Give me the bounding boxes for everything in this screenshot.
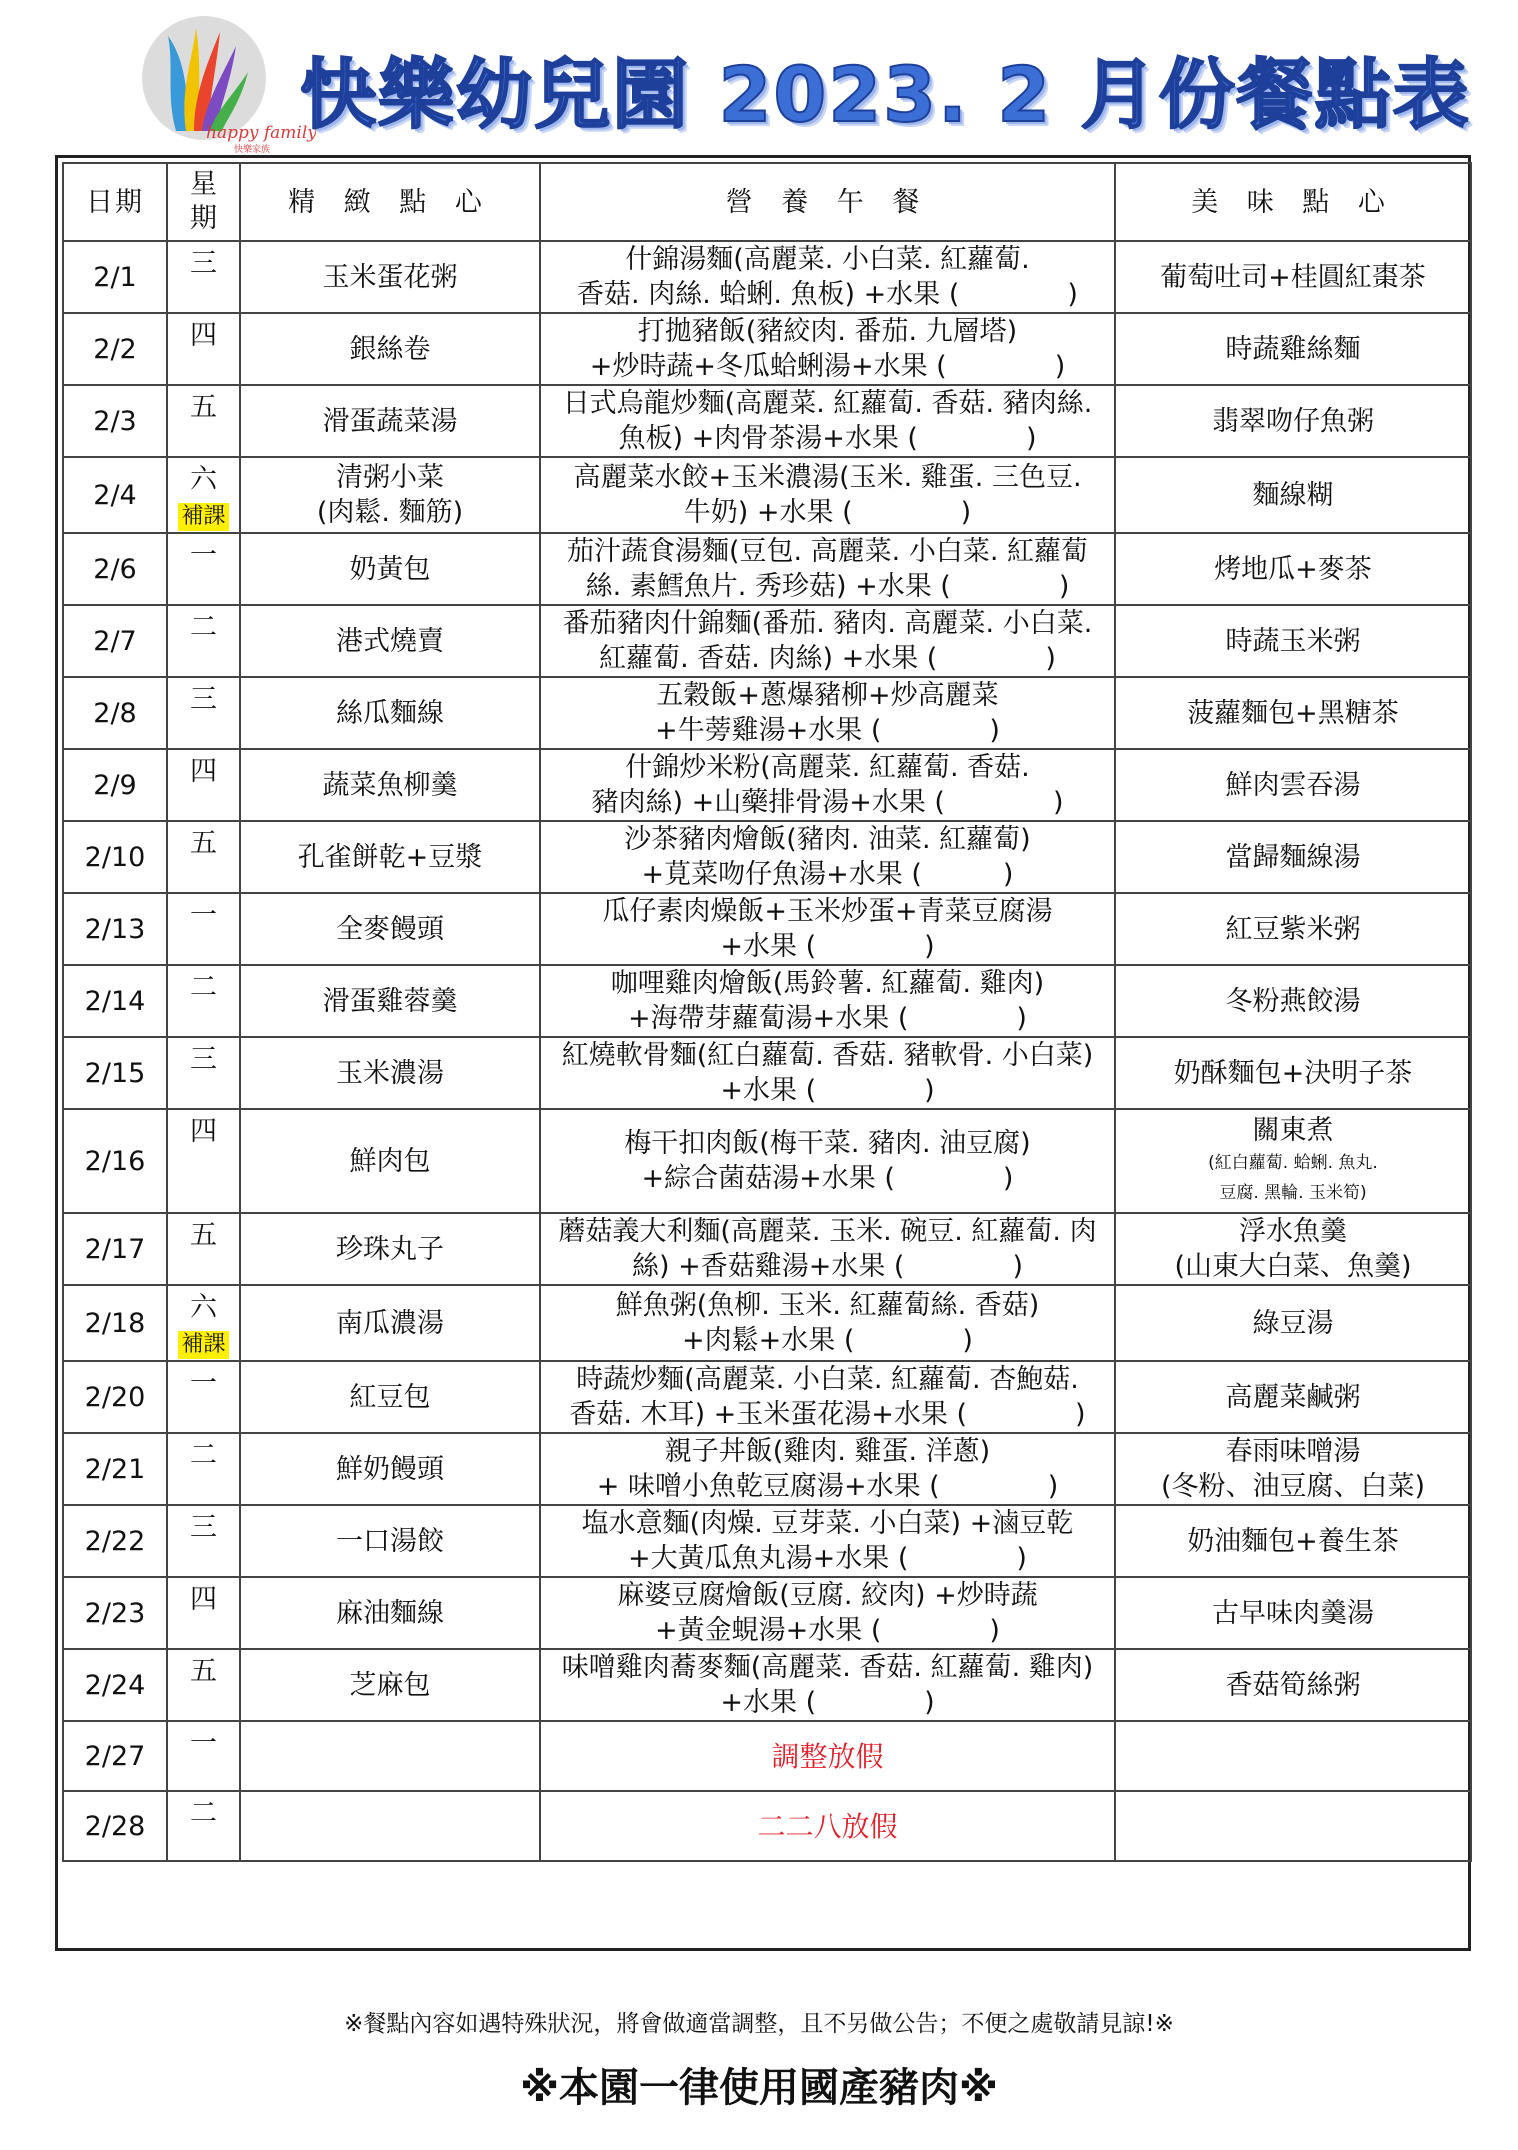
weekday-cell xyxy=(167,1721,240,1791)
date-cell: 2/23 xyxy=(63,1577,167,1649)
date-cell: 2/17 xyxy=(63,1213,167,1285)
lunch-cell xyxy=(540,1285,1115,1361)
table-row xyxy=(63,677,1471,749)
menu-table xyxy=(62,162,1472,1862)
weekday-cell xyxy=(167,821,240,893)
morning-snack-cell xyxy=(240,385,540,457)
cell-line: 絲瓜麵線 xyxy=(336,697,444,729)
weekday-cell xyxy=(167,1577,240,1649)
lunch-line: +黃金蜆湯+水果 ( ) xyxy=(655,1615,1000,1646)
lunch-line: 塩水意麵(肉燥. 豆芽菜. 小白菜) +滷豆乾 xyxy=(581,1508,1074,1539)
date-cell: 2/13 xyxy=(63,893,167,965)
lunch-line: 打拋豬飯(豬絞肉. 番茄. 九層塔) xyxy=(637,316,1018,347)
cell-line: 滑蛋雞蓉羹 xyxy=(322,985,458,1017)
lunch-cell xyxy=(540,241,1115,313)
cell-line: 珍珠丸子 xyxy=(336,1233,444,1265)
afternoon-snack-cell xyxy=(1115,965,1471,1037)
cell-line: 紅豆紫米粥 xyxy=(1225,913,1361,945)
header-weekday xyxy=(167,163,240,241)
cell-line: 南瓜濃湯 xyxy=(336,1307,444,1339)
weekday-cell xyxy=(167,533,240,605)
afternoon-snack-detail: 豆腐. 黑輪. 玉米筍) xyxy=(1219,1183,1367,1203)
date-cell: 2/8 xyxy=(63,677,167,749)
date-cell: 2/1 xyxy=(63,241,167,313)
lunch-line: 魚板) +肉骨茶湯+水果 ( ) xyxy=(618,423,1037,454)
lunch-cell xyxy=(540,749,1115,821)
lunch-cell xyxy=(540,313,1115,385)
cell-line: 麵線糊 xyxy=(1252,479,1334,511)
cell-line: 時蔬玉米粥 xyxy=(1225,625,1361,657)
table-row xyxy=(63,313,1471,385)
table-header-row xyxy=(63,163,1471,241)
cell-line: 烤地瓜+麥茶 xyxy=(1214,553,1372,585)
cell-line: 時蔬雞絲麵 xyxy=(1225,333,1361,365)
date-cell: 2/16 xyxy=(63,1109,167,1213)
date-cell: 2/20 xyxy=(63,1361,167,1433)
table-row xyxy=(63,385,1471,457)
menu-sheet xyxy=(55,155,1471,1951)
weekday-cell xyxy=(167,1361,240,1433)
cell-line: 清粥小菜 xyxy=(336,462,444,493)
weekday-text: 三 xyxy=(190,1512,217,1543)
table-row xyxy=(63,1505,1471,1577)
cell-line: (肉鬆. 麵筋) xyxy=(316,497,464,528)
date-cell: 2/3 xyxy=(63,385,167,457)
lunch-cell xyxy=(540,1213,1115,1285)
weekday-text: 三 xyxy=(190,1044,217,1075)
lunch-line: 紅蘿蔔. 香菇. 肉絲) +水果 ( ) xyxy=(599,643,1056,674)
cell-line: (冬粉、油豆腐、白菜) xyxy=(1160,1471,1426,1502)
footer-note: ※餐點內容如遇特殊狀況，將會做適當調整，且不另做公告；不便之處敬請見諒!※ xyxy=(344,2011,1174,2037)
cell-line: 銀絲卷 xyxy=(349,333,431,365)
lunch-cell xyxy=(540,1109,1115,1213)
cell-line: 綠豆湯 xyxy=(1252,1307,1334,1339)
date-cell: 2/6 xyxy=(63,533,167,605)
cell-line: 全麥饅頭 xyxy=(336,913,444,945)
weekday-cell xyxy=(167,605,240,677)
cell-line: 奶黃包 xyxy=(349,553,431,585)
cell-line: 古早味肉羹湯 xyxy=(1212,1597,1374,1629)
weekday-text: 四 xyxy=(190,756,217,787)
lunch-line: 香菇. 木耳) +玉米蛋花湯+水果 ( ) xyxy=(569,1399,1086,1430)
lunch-line: 時蔬炒麵(高麗菜. 小白菜. 紅蘿蔔. 杏鮑菇. xyxy=(576,1364,1079,1395)
lunch-cell xyxy=(540,533,1115,605)
header-weekday-text: 星期 xyxy=(190,169,217,234)
cell-line: 冬粉燕餃湯 xyxy=(1225,985,1361,1017)
table-row xyxy=(63,533,1471,605)
lunch-cell xyxy=(540,677,1115,749)
afternoon-snack-cell xyxy=(1115,605,1471,677)
lunch-cell xyxy=(540,1721,1115,1791)
pork-note: ※本園一律使用國產豬肉※ xyxy=(520,2065,998,2111)
holiday-label: 二二八放假 xyxy=(757,1809,898,1843)
cell-line: 鮮肉雲吞湯 xyxy=(1225,769,1361,801)
date-cell: 2/15 xyxy=(63,1037,167,1109)
cell-line: 玉米濃湯 xyxy=(336,1057,444,1089)
weekday-cell xyxy=(167,893,240,965)
weekday-text: 六 xyxy=(190,1292,217,1323)
lunch-line: 絲. 素鱈魚片. 秀珍菇) +水果 ( ) xyxy=(585,571,1070,602)
weekday-text: 一 xyxy=(190,1728,217,1759)
table-row xyxy=(63,1791,1471,1861)
lunch-line: 茄汁蔬食湯麵(豆包. 高麗菜. 小白菜. 紅蘿蔔 xyxy=(566,536,1089,567)
afternoon-snack-cell xyxy=(1115,1213,1471,1285)
cell-line: 港式燒賣 xyxy=(336,625,444,657)
afternoon-snack-detail: (紅白蘿蔔. 蛤蜊. 魚丸. xyxy=(1208,1153,1378,1173)
date-cell: 2/9 xyxy=(63,749,167,821)
table-row xyxy=(63,893,1471,965)
morning-snack-cell xyxy=(240,457,540,533)
table-row xyxy=(63,1109,1471,1213)
cell-line: 當歸麵線湯 xyxy=(1225,841,1361,873)
school-logo xyxy=(136,16,316,154)
weekday-cell xyxy=(167,1791,240,1861)
date-cell: 2/21 xyxy=(63,1433,167,1505)
lunch-line: 番茄豬肉什錦麵(番茄. 豬肉. 高麗菜. 小白菜. xyxy=(562,608,1093,639)
cell-line: 葡萄吐司+桂圓紅棗茶 xyxy=(1160,261,1426,293)
weekday-cell xyxy=(167,385,240,457)
morning-snack-cell xyxy=(240,965,540,1037)
date-cell: 2/10 xyxy=(63,821,167,893)
lunch-line: 麻婆豆腐燴飯(豆腐. 絞肉) +炒時蔬 xyxy=(617,1580,1038,1611)
lunch-cell xyxy=(540,457,1115,533)
lunch-line: +水果 ( ) xyxy=(720,931,935,962)
menu-table-body xyxy=(63,241,1471,1861)
logo-text: happy family xyxy=(206,123,316,143)
lunch-line: +炒時蔬+冬瓜蛤蜊湯+水果 ( ) xyxy=(589,351,1066,382)
morning-snack-cell xyxy=(240,1721,540,1791)
weekday-text: 二 xyxy=(190,1440,217,1471)
weekday-text: 五 xyxy=(190,1220,217,1251)
lunch-cell xyxy=(540,1649,1115,1721)
lunch-cell xyxy=(540,1037,1115,1109)
morning-snack-cell xyxy=(240,677,540,749)
lunch-line: +莧菜吻仔魚湯+水果 ( ) xyxy=(641,859,1014,890)
cell-line: 奶油麵包+養生茶 xyxy=(1187,1525,1399,1557)
morning-snack-cell xyxy=(240,1285,540,1361)
afternoon-snack-cell xyxy=(1115,457,1471,533)
morning-snack-cell xyxy=(240,1361,540,1433)
afternoon-snack-cell xyxy=(1115,677,1471,749)
cell-line: 鮮奶饅頭 xyxy=(336,1453,444,1485)
afternoon-snack-cell xyxy=(1115,533,1471,605)
lunch-cell xyxy=(540,605,1115,677)
weekday-text: 一 xyxy=(190,900,217,931)
lunch-cell xyxy=(540,821,1115,893)
lunch-line: +牛蒡雞湯+水果 ( ) xyxy=(655,715,1000,746)
table-row xyxy=(63,1577,1471,1649)
cell-line: 浮水魚羹 xyxy=(1239,1216,1347,1247)
weekday-text: 五 xyxy=(190,392,217,423)
cell-line: 一口湯餃 xyxy=(336,1525,444,1557)
lunch-line: 鮮魚粥(魚柳. 玉米. 紅蘿蔔絲. 香菇) xyxy=(615,1290,1040,1321)
table-row xyxy=(63,1361,1471,1433)
afternoon-snack-cell xyxy=(1115,1285,1471,1361)
table-row xyxy=(63,821,1471,893)
weekday-cell xyxy=(167,1505,240,1577)
header-lunch: 營 養 午 餐 xyxy=(540,163,1115,241)
table-row xyxy=(63,1213,1471,1285)
lunch-line: 紅燒軟骨麵(紅白蘿蔔. 香菇. 豬軟骨. 小白菜) xyxy=(561,1040,1094,1071)
lunch-cell xyxy=(540,1433,1115,1505)
lunch-line: 牛奶) +水果 ( ) xyxy=(683,497,972,528)
cell-line: 滑蛋蔬菜湯 xyxy=(322,405,458,437)
lunch-line: 絲) +香菇雞湯+水果 ( ) xyxy=(631,1251,1023,1282)
table-row xyxy=(63,457,1471,533)
weekday-text: 一 xyxy=(190,1368,217,1399)
lunch-line: +大黃瓜魚丸湯+水果 ( ) xyxy=(628,1543,1027,1574)
lunch-line: 什錦湯麵(高麗菜. 小白菜. 紅蘿蔔. xyxy=(625,244,1030,275)
afternoon-snack-cell xyxy=(1115,1037,1471,1109)
morning-snack-cell xyxy=(240,313,540,385)
afternoon-snack-cell xyxy=(1115,1361,1471,1433)
lunch-cell xyxy=(540,385,1115,457)
lunch-cell xyxy=(540,1791,1115,1861)
weekday-text: 六 xyxy=(190,464,217,495)
lunch-line: +海帶芽蘿蔔湯+水果 ( ) xyxy=(628,1003,1027,1034)
makeup-class-badge: 補課 xyxy=(178,503,228,531)
lunch-line: 咖哩雞肉燴飯(馬鈴薯. 紅蘿蔔. 雞肉) xyxy=(610,968,1045,999)
lunch-line: 沙茶豬肉燴飯(豬肉. 油菜. 紅蘿蔔) xyxy=(624,824,1031,855)
lunch-cell xyxy=(540,965,1115,1037)
date-cell: 2/22 xyxy=(63,1505,167,1577)
weekday-text: 二 xyxy=(190,1798,217,1829)
weekday-cell xyxy=(167,965,240,1037)
weekday-cell xyxy=(167,457,240,533)
weekday-text: 三 xyxy=(190,684,217,715)
cell-line: 孔雀餅乾+豆漿 xyxy=(297,841,483,873)
weekday-cell xyxy=(167,1213,240,1285)
lunch-line: +水果 ( ) xyxy=(720,1075,935,1106)
date-cell: 2/4 xyxy=(63,457,167,533)
afternoon-snack-cell xyxy=(1115,1109,1471,1213)
cell-line: 芝麻包 xyxy=(349,1669,431,1701)
weekday-text: 一 xyxy=(190,540,217,571)
weekday-text: 二 xyxy=(190,972,217,1003)
morning-snack-cell xyxy=(240,749,540,821)
weekday-cell xyxy=(167,1649,240,1721)
date-cell: 2/14 xyxy=(63,965,167,1037)
morning-snack-cell xyxy=(240,1433,540,1505)
weekday-cell xyxy=(167,1433,240,1505)
date-cell: 2/27 xyxy=(63,1721,167,1791)
lunch-line: +肉鬆+水果 ( ) xyxy=(682,1325,973,1356)
afternoon-snack-cell xyxy=(1115,313,1471,385)
weekday-cell xyxy=(167,1037,240,1109)
cell-line: 蔬菜魚柳羹 xyxy=(322,769,458,801)
morning-snack-cell xyxy=(240,1213,540,1285)
cell-line: 春雨味噌湯 xyxy=(1225,1436,1361,1467)
morning-snack-cell xyxy=(240,241,540,313)
header-morning-snack: 精 緻 點 心 xyxy=(240,163,540,241)
cell-line: 紅豆包 xyxy=(349,1381,431,1413)
weekday-text: 三 xyxy=(190,248,217,279)
table-row xyxy=(63,605,1471,677)
lunch-line: 豬肉絲) +山藥排骨湯+水果 ( ) xyxy=(591,787,1064,818)
cell-line: 麻油麵線 xyxy=(336,1597,444,1629)
cell-line: (山東大白菜、魚羹) xyxy=(1174,1251,1412,1282)
weekday-cell xyxy=(167,1109,240,1213)
cell-line: 鮮肉包 xyxy=(349,1145,431,1177)
morning-snack-cell xyxy=(240,1577,540,1649)
afternoon-snack-cell xyxy=(1115,893,1471,965)
lunch-cell xyxy=(540,893,1115,965)
table-row xyxy=(63,965,1471,1037)
morning-snack-cell xyxy=(240,821,540,893)
holiday-label: 調整放假 xyxy=(771,1739,884,1773)
afternoon-snack-cell xyxy=(1115,1505,1471,1577)
afternoon-snack-cell xyxy=(1115,749,1471,821)
afternoon-snack-cell xyxy=(1115,1721,1471,1791)
date-cell: 2/18 xyxy=(63,1285,167,1361)
date-cell: 2/7 xyxy=(63,605,167,677)
weekday-cell xyxy=(167,241,240,313)
morning-snack-cell xyxy=(240,533,540,605)
afternoon-snack-title: 關東煮 xyxy=(1252,1115,1334,1146)
weekday-cell xyxy=(167,749,240,821)
afternoon-snack-cell xyxy=(1115,385,1471,457)
table-row xyxy=(63,1037,1471,1109)
morning-snack-cell xyxy=(240,605,540,677)
lunch-line: 香菇. 肉絲. 蛤蜊. 魚板) +水果 ( ) xyxy=(577,279,1078,310)
header-date: 日期 xyxy=(63,163,167,241)
weekday-cell xyxy=(167,677,240,749)
table-row xyxy=(63,1649,1471,1721)
lunch-line: 蘑菇義大利麵(高麗菜. 玉米. 碗豆. 紅蘿蔔. 肉 xyxy=(558,1216,1097,1247)
lunch-cell xyxy=(540,1505,1115,1577)
weekday-text: 四 xyxy=(190,1116,217,1147)
morning-snack-cell xyxy=(240,1505,540,1577)
header-afternoon-snack: 美 味 點 心 xyxy=(1115,163,1471,241)
table-row xyxy=(63,749,1471,821)
lunch-line: 五穀飯+蔥爆豬柳+炒高麗菜 xyxy=(656,680,999,711)
morning-snack-cell xyxy=(240,893,540,965)
page-title: 快樂幼兒園 2023. 2 月份餐點表 xyxy=(300,50,1471,139)
makeup-class-badge: 補課 xyxy=(178,1331,228,1359)
weekday-cell xyxy=(167,313,240,385)
morning-snack-cell xyxy=(240,1649,540,1721)
lunch-line: + 味噌小魚乾豆腐湯+水果 ( ) xyxy=(596,1471,1059,1502)
logo-subtext: 快樂家族 xyxy=(234,145,271,154)
cell-line: 奶酥麵包+決明子茶 xyxy=(1173,1057,1413,1089)
morning-snack-cell xyxy=(240,1109,540,1213)
afternoon-snack-cell xyxy=(1115,1577,1471,1649)
cell-line: 玉米蛋花粥 xyxy=(322,261,458,293)
table-row xyxy=(63,1721,1471,1791)
date-cell: 2/24 xyxy=(63,1649,167,1721)
lunch-line: 親子丼飯(雞肉. 雞蛋. 洋蔥) xyxy=(664,1436,991,1467)
date-cell: 2/28 xyxy=(63,1791,167,1861)
weekday-text: 五 xyxy=(190,1656,217,1687)
lunch-line: 瓜仔素肉燥飯+玉米炒蛋+青菜豆腐湯 xyxy=(602,896,1053,927)
cell-line: 香菇筍絲粥 xyxy=(1225,1669,1361,1701)
cell-line: 翡翠吻仔魚粥 xyxy=(1212,405,1374,437)
afternoon-snack-cell xyxy=(1115,821,1471,893)
lunch-line: 什錦炒米粉(高麗菜. 紅蘿蔔. 香菇. xyxy=(625,752,1030,783)
lunch-line: 味噌雞肉蕎麥麵(高麗菜. 香菇. 紅蘿蔔. 雞肉) xyxy=(561,1652,1094,1683)
weekday-text: 五 xyxy=(190,828,217,859)
lunch-line: +水果 ( ) xyxy=(720,1687,935,1718)
weekday-cell xyxy=(167,1285,240,1361)
afternoon-snack-cell xyxy=(1115,1649,1471,1721)
morning-snack-cell xyxy=(240,1037,540,1109)
morning-snack-cell xyxy=(240,1791,540,1861)
lunch-cell xyxy=(540,1577,1115,1649)
weekday-text: 四 xyxy=(190,320,217,351)
weekday-text: 四 xyxy=(190,1584,217,1615)
lunch-line: 高麗菜水餃+玉米濃湯(玉米. 雞蛋. 三色豆. xyxy=(573,462,1082,493)
table-row xyxy=(63,241,1471,313)
cell-line: 菠蘿麵包+黑糖茶 xyxy=(1187,697,1399,729)
weekday-text: 二 xyxy=(190,612,217,643)
lunch-line: +綜合菌菇湯+水果 ( ) xyxy=(641,1163,1014,1194)
afternoon-snack-cell xyxy=(1115,1791,1471,1861)
afternoon-snack-cell xyxy=(1115,1433,1471,1505)
cell-line: 高麗菜鹹粥 xyxy=(1225,1381,1361,1413)
table-row xyxy=(63,1285,1471,1361)
date-cell: 2/2 xyxy=(63,313,167,385)
lunch-line: 日式烏龍炒麵(高麗菜. 紅蘿蔔. 香菇. 豬肉絲. xyxy=(562,388,1093,419)
afternoon-snack-cell xyxy=(1115,241,1471,313)
lunch-line: 梅干扣肉飯(梅干菜. 豬肉. 油豆腐) xyxy=(624,1128,1031,1159)
lunch-cell xyxy=(540,1361,1115,1433)
table-row xyxy=(63,1433,1471,1505)
